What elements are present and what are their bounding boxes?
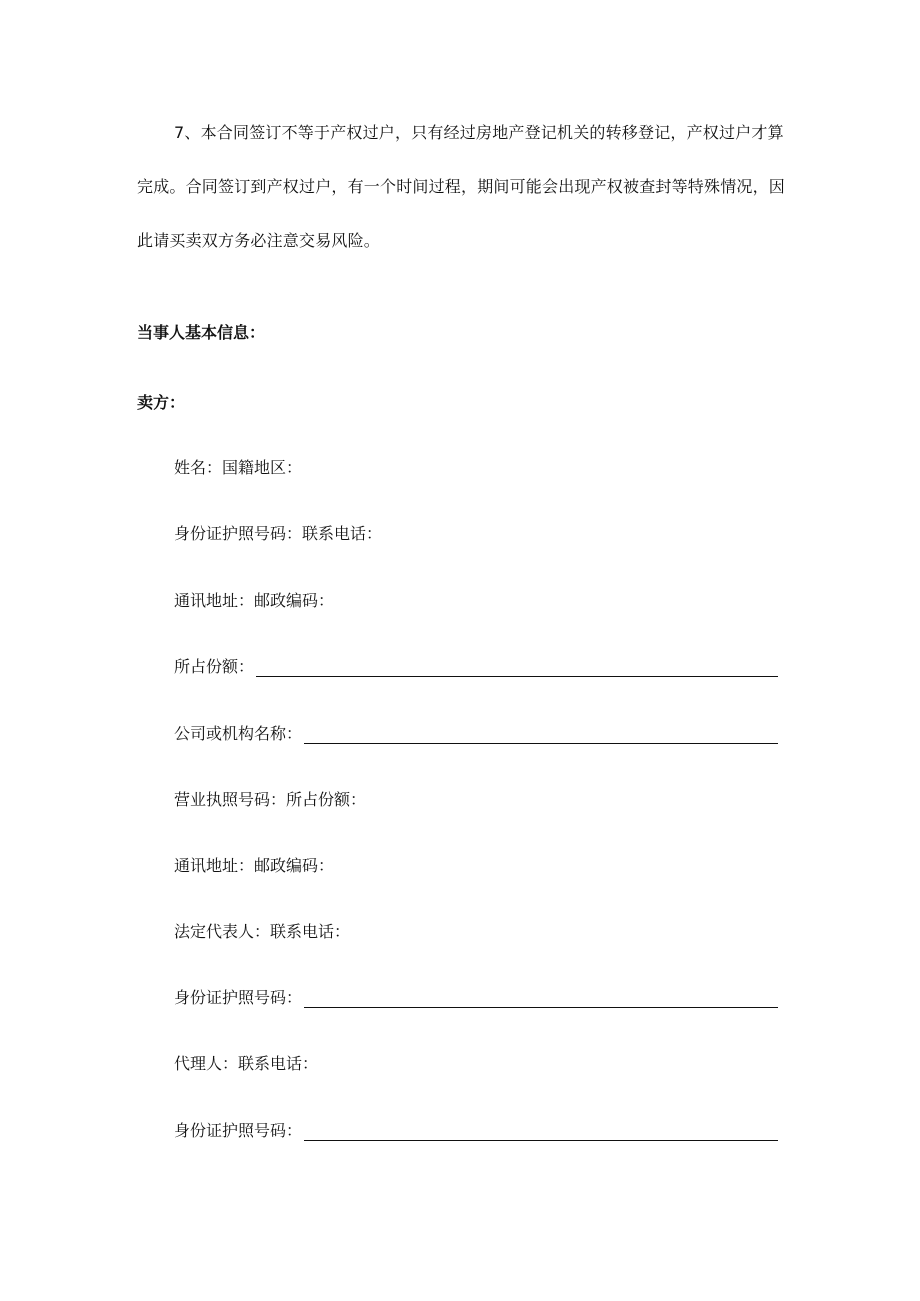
license-share-field: 营业执照号码：所占份额： (174, 790, 367, 809)
clause-number: 7、 (174, 123, 201, 142)
seller-share-field (174, 656, 778, 678)
party-info-heading: 当事人基本信息： (137, 323, 266, 342)
seller-label: 卖方： (137, 393, 186, 412)
agent-id-field (174, 1120, 778, 1142)
legal-rep-id-label: 身份证护照号码： (174, 988, 303, 1007)
clause-text: 本合同签订不等于产权过户，只有经过房地产登记机关的转移登记，产权过户才算完成。合同签订到产权过户，有一个时间过程，期间可能会出现产权被查封等特殊情况，因此请买卖双方务必注意交易风险。 (137, 123, 786, 250)
company-address-postcode-field: 通讯地址：邮政编码： (174, 856, 335, 875)
agent-phone-field: 代理人：联系电话： (174, 1054, 319, 1073)
seller-id-phone-field: 身份证护照号码：联系电话： (174, 524, 383, 543)
agent-id-label: 身份证护照号码： (174, 1121, 303, 1140)
seller-share-blank[interactable] (256, 658, 778, 677)
company-name-label: 公司或机构名称： (174, 724, 303, 743)
agent-id-blank[interactable] (304, 1122, 778, 1141)
legal-rep-id-field (174, 987, 778, 1009)
clause-7-paragraph (137, 106, 787, 268)
legal-rep-id-blank[interactable] (304, 989, 778, 1008)
company-name-field (174, 723, 778, 745)
seller-name-nationality-field: 姓名：国籍地区： (174, 458, 303, 477)
seller-address-postcode-field: 通讯地址：邮政编码： (174, 591, 335, 610)
seller-share-label: 所占份额： (174, 657, 255, 676)
legal-rep-phone-field: 法定代表人：联系电话： (174, 922, 351, 941)
company-name-blank[interactable] (304, 725, 778, 744)
